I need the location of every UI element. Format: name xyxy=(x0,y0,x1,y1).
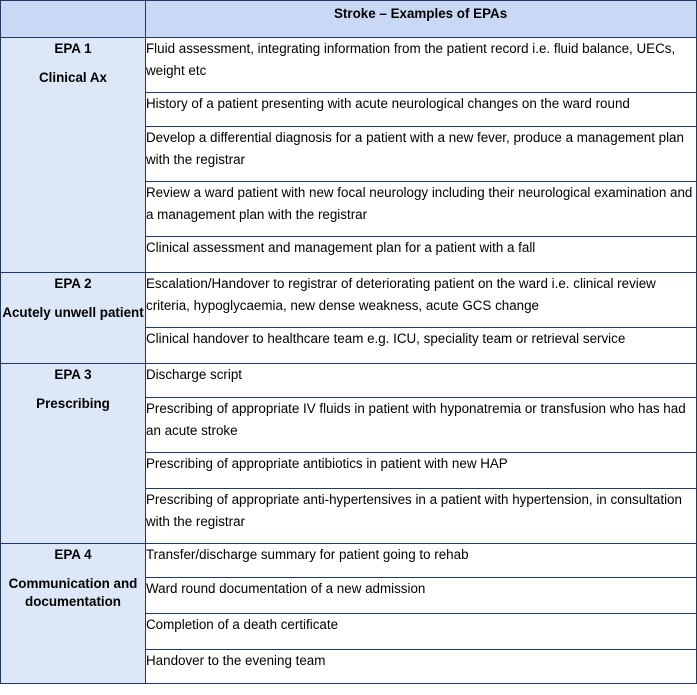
epa-example: Clinical handover to healthcare team e.g. ICU, speciality team or retrieval service xyxy=(146,328,697,364)
epa-example: Ward round documentation of a new admission xyxy=(146,578,697,614)
epa-example: Prescribing of appropriate anti-hypertensives in a patient with hypertension, in consultation with the registrar xyxy=(146,489,697,544)
epa-example: Handover to the evening team xyxy=(146,650,697,684)
epa-example: Develop a differential diagnosis for a patient with a new fever, produce a management plan with the registrar xyxy=(146,127,697,182)
epa-2-label xyxy=(1,273,146,364)
table-title: Stroke – Examples of EPAs xyxy=(146,1,697,38)
epa-4-label xyxy=(1,544,146,684)
epa-example: Review a ward patient with new focal neurology including their neurological examination and a management plan with the registrar xyxy=(146,182,697,237)
epa-name: Acutely unwell patient xyxy=(2,305,144,320)
epa-example: Transfer/discharge summary for patient going to rehab xyxy=(146,544,697,578)
epa-example: Prescribing of appropriate antibiotics in patient with new HAP xyxy=(146,453,697,489)
table-row xyxy=(1,544,697,578)
epa-1-label xyxy=(1,38,146,273)
epa-number: EPA 1 xyxy=(54,41,92,56)
header-empty-cell xyxy=(1,1,146,38)
epa-example: History of a patient presenting with acute neurological changes on the ward round xyxy=(146,93,697,127)
epa-example: Escalation/Handover to registrar of deteriorating patient on the ward i.e. clinical review criteria, hypoglycaemia, new dense weakness, acute GCS change xyxy=(146,273,697,328)
epa-name: Communication and documentation xyxy=(8,576,138,609)
table-row xyxy=(1,273,697,328)
epa-example: Completion of a death certificate xyxy=(146,614,697,650)
epa-number: EPA 2 xyxy=(54,276,92,291)
table-row xyxy=(1,364,697,398)
epa-example: Prescribing of appropriate IV fluids in patient with hyponatremia or transfusion who has had an acute stroke xyxy=(146,398,697,453)
table-row xyxy=(1,38,697,93)
epa-name: Clinical Ax xyxy=(39,70,107,85)
epa-example: Fluid assessment, integrating information from the patient record i.e. fluid balance, UECs, weight etc xyxy=(146,38,697,93)
epa-number: EPA 4 xyxy=(54,547,92,562)
epa-example: Discharge script xyxy=(146,364,697,398)
epa-number: EPA 3 xyxy=(54,367,92,382)
epa-name: Prescribing xyxy=(36,396,110,411)
epa-3-label xyxy=(1,364,146,544)
table-header-row xyxy=(1,1,697,38)
epa-example: Clinical assessment and management plan for a patient with a fall xyxy=(146,237,697,273)
